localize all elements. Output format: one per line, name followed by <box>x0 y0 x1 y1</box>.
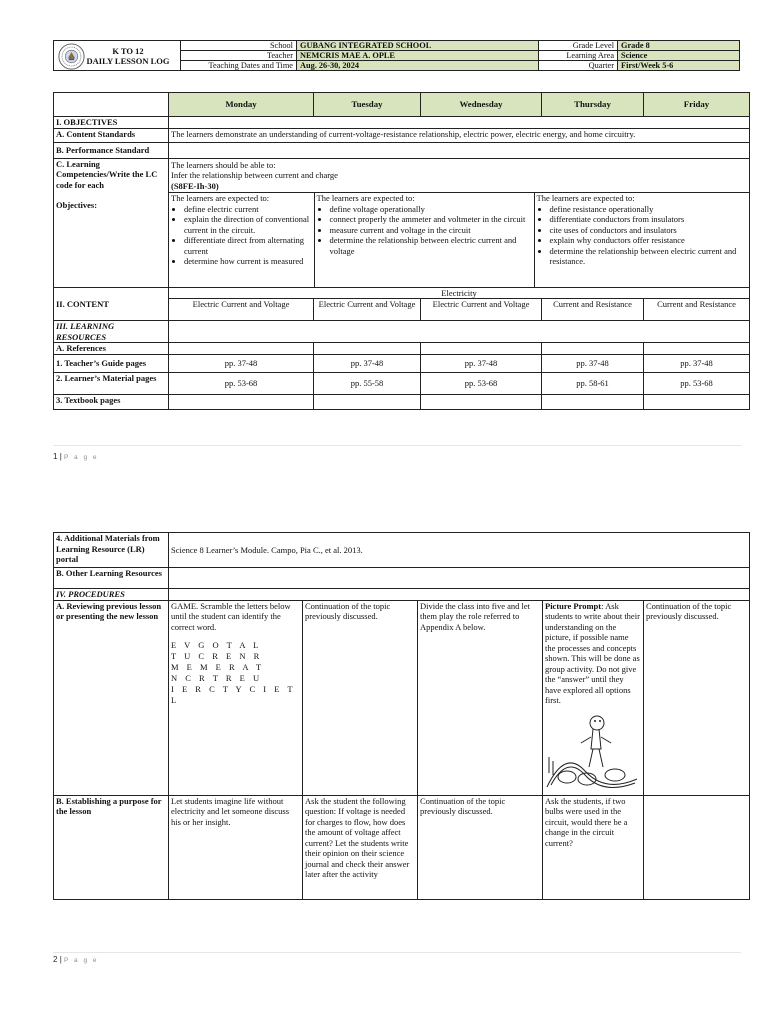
day-header-wednesday: Wednesday <box>421 93 542 117</box>
objectives-col1 <box>169 193 314 287</box>
content-wednesday: Electric Current and Voltage <box>421 299 542 321</box>
list-item: • differentiate conductors from insulators <box>550 214 748 225</box>
header-table <box>53 40 740 71</box>
review-thursday <box>543 600 644 795</box>
lr-portal-label: 4. Additional Materials from Learning Resource (LR) portal <box>54 533 169 568</box>
list-item: • determine how current is measured <box>184 256 312 267</box>
review-friday: Continuation of the topic previously discussed. <box>644 600 750 795</box>
objectives-col3 <box>534 193 749 287</box>
page-footer-1 <box>53 452 98 461</box>
content-friday: Current and Resistance <box>644 299 750 321</box>
review-wednesday: Divide the class into five and let them play the role referred to Appendix A below. <box>418 600 543 795</box>
list-item: • connect properly the ammeter and voltmeter in the circuit <box>330 214 532 225</box>
competencies-label-text: C. Learning Competencies/Write the LC code for each <box>56 158 158 190</box>
col3-intro: The learners are expected to: <box>536 193 635 203</box>
textbook-pages-label: 3. Textbook pages <box>54 394 169 409</box>
lm-pages-friday: pp. 53-68 <box>644 372 750 394</box>
picture-prompt-label: Picture Prompt <box>545 600 602 611</box>
review-monday-text: GAME. Scramble the letters below until the student can identify the correct word. <box>171 600 291 632</box>
dates-value: Aug. 26-30, 2024 <box>297 61 539 71</box>
circuit-cartoon-icon <box>545 709 639 795</box>
page-separator: | <box>59 452 62 461</box>
lm-pages-thursday: pp. 58-61 <box>542 372 644 394</box>
corner-cell <box>54 93 169 117</box>
other-resources-value <box>169 568 750 589</box>
references-cell <box>169 343 314 355</box>
review-label: A. Reviewing previous lesson or presenting the new lesson <box>54 600 169 795</box>
lr-portal-text: Science 8 Learner’s Module. Campo, Pia C., et al. 2013. <box>169 533 750 568</box>
list-item: • define resistance operationally <box>550 204 748 215</box>
lm-pages-tuesday: pp. 55-58 <box>314 372 421 394</box>
lc-line2: Infer the relationship between current and charge <box>171 170 338 180</box>
competencies-label <box>54 158 169 287</box>
day-header-friday: Friday <box>644 93 750 117</box>
textbook-cell <box>169 394 314 409</box>
other-resources-label: B. Other Learning Resources <box>54 568 169 589</box>
col2-list <box>317 204 532 257</box>
purpose-wednesday: Continuation of the topic previously discussed. <box>418 795 543 899</box>
list-item: • define electric current <box>184 204 312 215</box>
school-value: GUBANG INTEGRATED SCHOOL <box>297 41 539 51</box>
learning-resources-empty <box>169 321 750 343</box>
page-word: P a g e <box>64 957 99 964</box>
page-number: 1 <box>53 452 58 461</box>
teacher-value: NEMCRIS MAE A. OPLE <box>297 51 539 61</box>
page-footer-2 <box>53 955 98 964</box>
content-monday: Electric Current and Voltage <box>169 299 314 321</box>
school-label: School <box>181 41 297 51</box>
list-item: • measure current and voltage in the circuit <box>330 225 532 236</box>
objectives-empty <box>169 117 750 129</box>
list-item: • differentiate direct from alternating current <box>184 235 312 256</box>
performance-standard-value <box>169 142 750 158</box>
competencies-cell <box>169 158 750 287</box>
purpose-label: B. Establishing a purpose for the lesson <box>54 795 169 899</box>
textbook-cell <box>644 394 750 409</box>
content-standards-label: A. Content Standards <box>54 128 169 142</box>
objectives-subtable <box>169 192 749 287</box>
content-thursday: Current and Resistance <box>542 299 644 321</box>
performance-standard-label: B. Performance Standard <box>54 142 169 158</box>
textbook-cell <box>314 394 421 409</box>
col2-intro: The learners are expected to: <box>316 193 415 203</box>
col1-intro: The learners are expected to: <box>171 193 270 203</box>
list-item: • determine the relationship between electric current and voltage <box>330 235 532 256</box>
list-item: E V G O T A L <box>171 640 262 650</box>
tg-pages-wednesday: pp. 37-48 <box>421 354 542 372</box>
procedures-heading: IV. PROCEDURES <box>54 589 169 601</box>
content-topic: Electricity <box>169 287 750 299</box>
textbook-cell <box>542 394 644 409</box>
page-divider <box>53 952 741 953</box>
tg-pages-thursday: pp. 37-48 <box>542 354 644 372</box>
teacher-label: Teacher <box>181 51 297 61</box>
day-header-tuesday: Tuesday <box>314 93 421 117</box>
lm-pages-label: 2. Learner’s Material pages <box>54 372 169 394</box>
tg-pages-tuesday: pp. 37-48 <box>314 354 421 372</box>
quarter-label: Quarter <box>539 61 618 71</box>
dates-label: Teaching Dates and Time <box>181 61 297 71</box>
list-item: • explain why conductors offer resistance <box>550 235 748 246</box>
quarter-value: First/Week 5-6 <box>618 61 740 71</box>
references-label: A. References <box>54 343 169 355</box>
lm-pages-monday: pp. 53-68 <box>169 372 314 394</box>
list-item: • cite uses of conductors and insulators <box>550 225 748 236</box>
lesson-table-page2 <box>53 532 750 900</box>
day-header-monday: Monday <box>169 93 314 117</box>
purpose-friday <box>644 795 750 899</box>
learning-resources-heading: III. LEARNING RESOURCES <box>54 321 169 343</box>
list-item: T U C R E N R <box>171 651 263 661</box>
list-item: • define voltage operationally <box>330 204 532 215</box>
references-cell <box>644 343 750 355</box>
purpose-thursday: Ask the students, if two bulbs were used in the circuit, would there be a change in the circuit current? <box>543 795 644 899</box>
lc-line1: The learners should be able to: <box>171 159 276 170</box>
lesson-table-page1 <box>53 92 750 410</box>
list-item: M E M E R A T <box>171 662 265 672</box>
list-item: • determine the relationship between electric current and resistance. <box>550 246 748 267</box>
page-word: P a g e <box>64 454 99 461</box>
content-label: II. CONTENT <box>54 287 169 321</box>
purpose-monday: Let students imagine life without electricity and let someone discuss his or her insight. <box>169 795 303 899</box>
page-number: 2 <box>53 955 58 964</box>
header-title-line2: DAILY LESSON LOG <box>86 55 170 66</box>
purpose-tuesday: Ask the student the following question: If voltage is needed for charges to flow, how does the amount of voltage affect current? Let the students write their opinion on their science journal and check their answer later after the activity <box>303 795 418 899</box>
references-cell <box>314 343 421 355</box>
col3-list <box>537 204 748 267</box>
tg-pages-monday: pp. 37-48 <box>169 354 314 372</box>
objectives-label: Objectives: <box>56 200 98 210</box>
col1-list <box>171 204 312 267</box>
area-label: Learning Area <box>539 51 618 61</box>
list-item: I E R C T Y C I E T L <box>171 684 296 705</box>
review-tuesday: Continuation of the topic previously discussed. <box>303 600 418 795</box>
scrambled-words <box>171 640 300 706</box>
references-cell <box>421 343 542 355</box>
tg-pages-friday: pp. 37-48 <box>644 354 750 372</box>
area-value: Science <box>618 51 740 61</box>
header-title-line1: K TO 12 <box>112 45 144 56</box>
review-monday <box>169 600 303 795</box>
page-divider <box>53 445 741 446</box>
lc-code: (S8FE-Ih-30) <box>171 180 219 191</box>
tg-pages-label: 1. Teacher’s Guide pages <box>54 354 169 372</box>
objectives-heading: I. OBJECTIVES <box>54 117 169 129</box>
deped-seal-icon <box>58 43 85 70</box>
review-thursday-text: : Ask students to write about their understanding on the picture, if possible name the processes and concepts shown. This will be done as group activity. Do not give the “answer” until they have explored all options first. <box>545 600 640 705</box>
references-cell <box>542 343 644 355</box>
day-header-thursday: Thursday <box>542 93 644 117</box>
content-standards-text: The learners demonstrate an understanding of current-voltage-resistance relationship, electric power, electric energy, and home circuitry. <box>169 128 750 142</box>
list-item: N C R T R E U <box>171 673 263 683</box>
page-separator: | <box>59 955 62 964</box>
grade-value: Grade 8 <box>618 41 740 51</box>
lm-pages-wednesday: pp. 53-68 <box>421 372 542 394</box>
objectives-col2 <box>314 193 534 287</box>
procedures-empty <box>169 589 750 601</box>
header-logo-cell <box>54 41 181 71</box>
grade-label: Grade Level <box>539 41 618 51</box>
list-item: • explain the direction of conventional current in the circuit. <box>184 214 312 235</box>
textbook-cell <box>421 394 542 409</box>
content-tuesday: Electric Current and Voltage <box>314 299 421 321</box>
